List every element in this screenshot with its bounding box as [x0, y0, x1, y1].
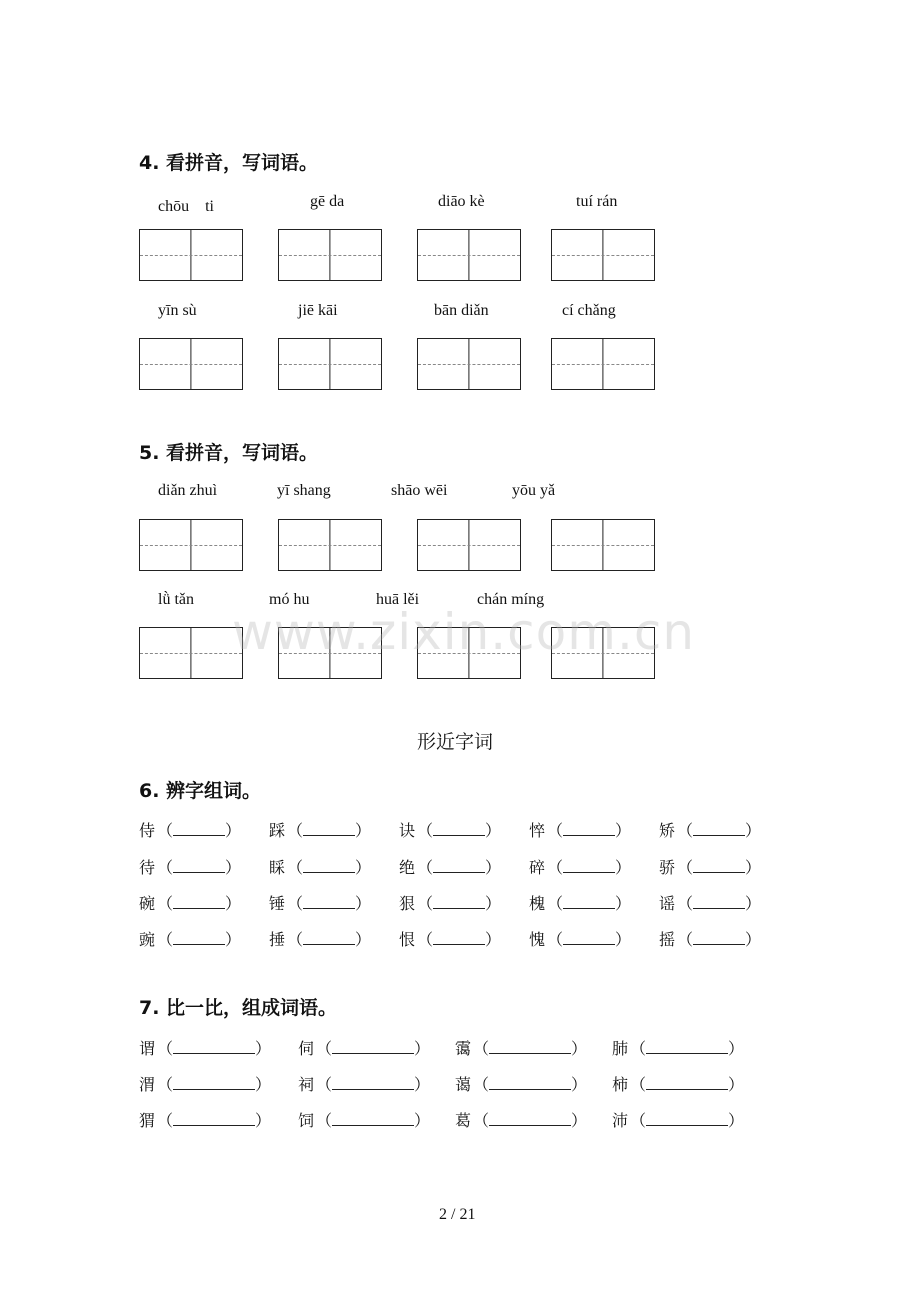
- q5-pinyin-3: shāo wēi: [391, 482, 448, 499]
- q7-answer-blank[interactable]: [646, 1039, 728, 1054]
- close-paren: ）: [745, 821, 762, 840]
- q6-character: 悴: [529, 821, 546, 840]
- open-paren: （: [677, 821, 694, 840]
- q6-character: 碎: [529, 858, 546, 877]
- close-paren: ）: [615, 930, 632, 949]
- close-paren: ）: [745, 894, 762, 913]
- q7-character: 饲: [298, 1111, 315, 1130]
- open-paren: （: [157, 821, 174, 840]
- q6-answer-blank[interactable]: [303, 821, 355, 836]
- close-paren: ）: [745, 858, 762, 877]
- q4-writing-grid-6[interactable]: [278, 338, 382, 390]
- q6-character: 锤: [269, 894, 286, 913]
- q4-pinyin-7: bān diǎn: [434, 302, 489, 319]
- q6-item: [269, 891, 371, 914]
- close-paren: ）: [571, 1039, 588, 1058]
- q6-answer-blank[interactable]: [563, 821, 615, 836]
- open-paren: （: [473, 1039, 490, 1058]
- q6-item: [529, 818, 631, 841]
- q6-character: 愧: [529, 930, 546, 949]
- q6-answer-blank[interactable]: [173, 858, 225, 873]
- q6-item: [659, 818, 761, 841]
- q7-character: 肺: [612, 1039, 629, 1058]
- open-paren: （: [473, 1111, 490, 1130]
- open-paren: （: [287, 894, 304, 913]
- open-paren: （: [547, 930, 564, 949]
- q4-pinyin-1: chōu ti: [158, 198, 214, 215]
- q6-item: [269, 927, 371, 950]
- q6-character: 诀: [399, 821, 416, 840]
- close-paren: ）: [745, 930, 762, 949]
- open-paren: （: [157, 858, 174, 877]
- q7-item: [612, 1036, 744, 1059]
- q4-writing-grid-1[interactable]: [139, 229, 243, 281]
- q6-answer-blank[interactable]: [563, 894, 615, 909]
- q7-answer-blank[interactable]: [646, 1111, 728, 1126]
- close-paren: ）: [485, 894, 502, 913]
- q6-answer-blank[interactable]: [433, 821, 485, 836]
- close-paren: ）: [485, 858, 502, 877]
- q7-item: [612, 1072, 744, 1095]
- close-paren: ）: [355, 894, 372, 913]
- open-paren: （: [547, 894, 564, 913]
- q5-writing-grid-3[interactable]: [417, 519, 521, 571]
- q7-character: 沛: [612, 1111, 629, 1130]
- open-paren: （: [630, 1075, 647, 1094]
- q6-character: 豌: [139, 930, 156, 949]
- open-paren: （: [287, 821, 304, 840]
- q7-character: 葛: [455, 1111, 472, 1130]
- q7-item: [298, 1036, 430, 1059]
- close-paren: ）: [225, 821, 242, 840]
- q6-answer-blank[interactable]: [433, 858, 485, 873]
- q7-answer-blank[interactable]: [173, 1075, 255, 1090]
- q5-pinyin-4: yōu yǎ: [512, 482, 556, 499]
- q6-answer-blank[interactable]: [563, 858, 615, 873]
- close-paren: ）: [414, 1075, 431, 1094]
- open-paren: （: [157, 1039, 174, 1058]
- q6-item: [399, 891, 501, 914]
- q6-item: [139, 927, 241, 950]
- q4-pinyin-6: jiē kāi: [298, 302, 338, 319]
- q7-answer-blank[interactable]: [173, 1111, 255, 1126]
- close-paren: ）: [728, 1111, 745, 1130]
- q5-writing-grid-5[interactable]: [139, 627, 243, 679]
- q6-character: 摇: [659, 930, 676, 949]
- q6-character: 谣: [659, 894, 676, 913]
- open-paren: （: [677, 858, 694, 877]
- q4-writing-grid-3[interactable]: [417, 229, 521, 281]
- open-paren: （: [316, 1075, 333, 1094]
- q6-answer-blank[interactable]: [303, 858, 355, 873]
- open-paren: （: [157, 1111, 174, 1130]
- q7-character: 谓: [139, 1039, 156, 1058]
- q7-item: [139, 1036, 271, 1059]
- q6-item: [529, 891, 631, 914]
- close-paren: ）: [728, 1039, 745, 1058]
- q7-item: [455, 1108, 587, 1131]
- q7-character: 蔼: [455, 1075, 472, 1094]
- open-paren: （: [547, 821, 564, 840]
- q6-answer-blank[interactable]: [693, 821, 745, 836]
- close-paren: ）: [485, 821, 502, 840]
- q4-pinyin-8: cí chǎng: [562, 302, 616, 319]
- q6-character: 矫: [659, 821, 676, 840]
- q5-pinyin-8: chán míng: [477, 591, 545, 608]
- q6-answer-blank[interactable]: [303, 894, 355, 909]
- open-paren: （: [677, 894, 694, 913]
- q4-writing-grid-5[interactable]: [139, 338, 243, 390]
- open-paren: （: [157, 894, 174, 913]
- q6-item: [399, 855, 501, 878]
- q4-pinyin-4: tuí rán: [576, 193, 618, 210]
- close-paren: ）: [355, 930, 372, 949]
- section-heading: 形近字词: [417, 731, 494, 753]
- q4-pinyin-3: diāo kè: [438, 193, 485, 210]
- q7-item: [455, 1072, 587, 1095]
- q7-item: [139, 1108, 271, 1131]
- q7-character: 霭: [455, 1039, 472, 1058]
- q6-answer-blank[interactable]: [173, 894, 225, 909]
- q6-item: [659, 891, 761, 914]
- q7-character: 猬: [139, 1111, 156, 1130]
- q7-answer-blank[interactable]: [489, 1111, 571, 1126]
- q7-item: [612, 1108, 744, 1131]
- q6-answer-blank[interactable]: [433, 894, 485, 909]
- q6-item: [399, 818, 501, 841]
- close-paren: ）: [255, 1111, 272, 1130]
- close-paren: ）: [615, 858, 632, 877]
- q7-item: [455, 1036, 587, 1059]
- q4-writing-grid-4[interactable]: [551, 229, 655, 281]
- q6-answer-blank[interactable]: [693, 858, 745, 873]
- open-paren: （: [287, 858, 304, 877]
- q6-item: [399, 927, 501, 950]
- close-paren: ）: [485, 930, 502, 949]
- q6-character: 睬: [269, 858, 286, 877]
- q7-character: 祠: [298, 1075, 315, 1094]
- q5-pinyin-5: lǜ tǎn: [158, 591, 194, 608]
- q7-title: 7. 比一比，组成词语。: [139, 997, 338, 1019]
- q4-writing-grid-8[interactable]: [551, 338, 655, 390]
- q6-item: [139, 818, 241, 841]
- q5-pinyin-7: huā lěi: [376, 591, 420, 608]
- open-paren: （: [547, 858, 564, 877]
- q7-answer-blank[interactable]: [332, 1111, 414, 1126]
- open-paren: （: [316, 1111, 333, 1130]
- q5-writing-grid-2[interactable]: [278, 519, 382, 571]
- q6-character: 碗: [139, 894, 156, 913]
- q6-item: [139, 855, 241, 878]
- q6-answer-blank[interactable]: [433, 930, 485, 945]
- q6-character: 恨: [399, 930, 416, 949]
- open-paren: （: [473, 1075, 490, 1094]
- close-paren: ）: [255, 1075, 272, 1094]
- close-paren: ）: [225, 930, 242, 949]
- q6-title: 6. 辨字组词。: [139, 780, 262, 802]
- open-paren: （: [417, 858, 434, 877]
- q5-pinyin-1: diǎn zhuì: [158, 482, 218, 499]
- open-paren: （: [316, 1039, 333, 1058]
- q7-item: [139, 1072, 271, 1095]
- open-paren: （: [677, 930, 694, 949]
- q4-pinyin-2: gē da: [310, 193, 345, 210]
- open-paren: （: [287, 930, 304, 949]
- close-paren: ）: [615, 821, 632, 840]
- q6-answer-blank[interactable]: [693, 930, 745, 945]
- q5-title: 5. 看拼音，写词语。: [139, 442, 319, 464]
- close-paren: ）: [615, 894, 632, 913]
- q6-character: 待: [139, 858, 156, 877]
- open-paren: （: [630, 1039, 647, 1058]
- q6-item: [529, 855, 631, 878]
- q4-title: 4. 看拼音，写词语。: [139, 152, 319, 174]
- q5-pinyin-6: mó hu: [269, 591, 310, 608]
- close-paren: ）: [414, 1111, 431, 1130]
- q5-writing-grid-4[interactable]: [551, 519, 655, 571]
- open-paren: （: [417, 930, 434, 949]
- q6-answer-blank[interactable]: [303, 930, 355, 945]
- q7-character: 柿: [612, 1075, 629, 1094]
- q6-item: [269, 855, 371, 878]
- q6-character: 捶: [269, 930, 286, 949]
- close-paren: ）: [571, 1075, 588, 1094]
- q6-character: 槐: [529, 894, 546, 913]
- q7-item: [298, 1072, 430, 1095]
- open-paren: （: [157, 1075, 174, 1094]
- open-paren: （: [417, 821, 434, 840]
- q4-pinyin-5: yīn sù: [158, 302, 197, 319]
- close-paren: ）: [355, 858, 372, 877]
- close-paren: ）: [414, 1039, 431, 1058]
- q6-answer-blank[interactable]: [693, 894, 745, 909]
- q7-answer-blank[interactable]: [332, 1039, 414, 1054]
- open-paren: （: [630, 1111, 647, 1130]
- close-paren: ）: [355, 821, 372, 840]
- q6-character: 侍: [139, 821, 156, 840]
- q7-item: [298, 1108, 430, 1131]
- q6-answer-blank[interactable]: [173, 821, 225, 836]
- q7-answer-blank[interactable]: [646, 1075, 728, 1090]
- q7-character: 伺: [298, 1039, 315, 1058]
- page-number: 2 / 21: [439, 1206, 476, 1223]
- close-paren: ）: [225, 858, 242, 877]
- close-paren: ）: [225, 894, 242, 913]
- q7-answer-blank[interactable]: [332, 1075, 414, 1090]
- close-paren: ）: [728, 1075, 745, 1094]
- q7-answer-blank[interactable]: [489, 1039, 571, 1054]
- q6-character: 绝: [399, 858, 416, 877]
- watermark: www.zixin.com.cn: [232, 603, 696, 661]
- q6-item: [659, 855, 761, 878]
- open-paren: （: [417, 894, 434, 913]
- q6-item: [139, 891, 241, 914]
- q4-writing-grid-7[interactable]: [417, 338, 521, 390]
- q4-writing-grid-2[interactable]: [278, 229, 382, 281]
- q6-item: [659, 927, 761, 950]
- q6-character: 踩: [269, 821, 286, 840]
- q6-character: 骄: [659, 858, 676, 877]
- q7-answer-blank[interactable]: [489, 1075, 571, 1090]
- q6-answer-blank[interactable]: [173, 930, 225, 945]
- q6-character: 狠: [399, 894, 416, 913]
- close-paren: ）: [571, 1111, 588, 1130]
- q6-item: [529, 927, 631, 950]
- q6-answer-blank[interactable]: [563, 930, 615, 945]
- open-paren: （: [157, 930, 174, 949]
- close-paren: ）: [255, 1039, 272, 1058]
- q5-pinyin-2: yī shang: [277, 482, 331, 499]
- q5-writing-grid-1[interactable]: [139, 519, 243, 571]
- q7-character: 渭: [139, 1075, 156, 1094]
- q7-answer-blank[interactable]: [173, 1039, 255, 1054]
- q6-item: [269, 818, 371, 841]
